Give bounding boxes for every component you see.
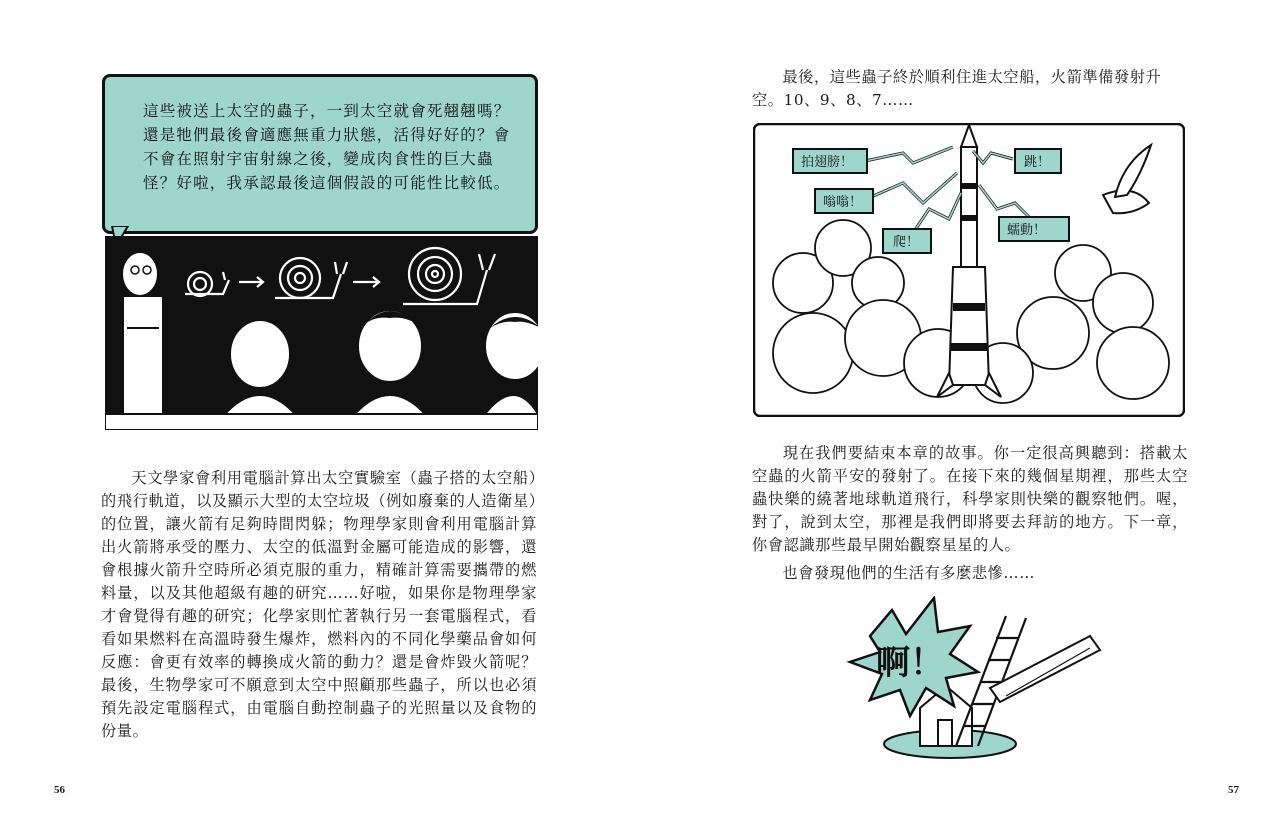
right-top-paragraph <box>752 66 1188 112</box>
speech-bubble-text: 這些被送上太空的蟲子，一到太空就會死翹翹嗎？還是牠們最後會適應無重力狀態，活得好好的？會不會在照射宇宙射線之後，變成肉食性的巨大蟲怪？好啦，我承認最後這個假設的可能性比較低。 <box>143 102 511 192</box>
right-top-line-1: 最後，這些蟲子終於順利住進太空船，火箭準備發射升 <box>782 68 1162 86</box>
exclaim-illustration <box>830 596 1130 766</box>
page-number-left: 56 <box>54 784 65 796</box>
right-body-paragraph <box>752 442 1188 557</box>
right-page <box>644 0 1288 829</box>
sfx-wriggle: 蠕動！ <box>1007 223 1047 238</box>
right-last-line: 也會發現他們的生活有多麼悲慘…… <box>782 564 1035 582</box>
sfx-crawl: 爬！ <box>893 235 920 250</box>
rocket-launch-illustration <box>753 123 1185 417</box>
classroom-illustration <box>105 236 538 430</box>
right-top-line-2: 空。10、9、8、7…… <box>752 91 914 109</box>
left-body-paragraph: 天文學家會利用電腦計算出太空實驗室（蟲子搭的太空船）的飛行軌道，以及顯示大型的太空垃圾（例如廢棄的人造衛星）的位置，讓火箭有足夠時間閃躲；物理學家則會利用電腦計算出火箭將承受的壓力、太空的低溫對金屬可能造成的影響，還會根據火箭升空時所必須克服的重力，精確計算需要攜帶的燃料量，以及其他超級有趣的研究……好啦，如果你是物理學家才會覺得有趣的研究；化學家則忙著執行另一套電腦程式，看看如果燃料在高溫時發生爆炸，燃料內的不同化學藥品會如何反應：會更有效率的轉換成火箭的動力？還是會炸毀火箭呢？最後，生物學家可不願意到太空中照顧那些蟲子，所以也必須預先設定電腦程式，由電腦自動控制蟲子的光照量以及食物的份量。 <box>101 469 537 740</box>
sfx-jump: 跳！ <box>1024 155 1051 170</box>
right-body-text: 現在我們要結束本章的故事。你一定很高興聽到：搭載太空蟲的火箭平安的發射了。在接下來的幾個星期裡，那些太空蟲快樂的繞著地球軌道飛行，科學家則快樂的觀察牠們。喔，對了，說到太空，那裡是我們即將要去拜訪的地方。下一章，你會認識那些最早開始觀察星星的人。 <box>752 444 1188 554</box>
page-number-right: 57 <box>1228 784 1239 796</box>
exclaim-text: 啊！ <box>876 643 944 683</box>
speech-bubble <box>102 74 538 234</box>
sfx-buzz: 嗡嗡！ <box>823 195 863 210</box>
sfx-flap: 拍翅膀！ <box>801 155 854 170</box>
